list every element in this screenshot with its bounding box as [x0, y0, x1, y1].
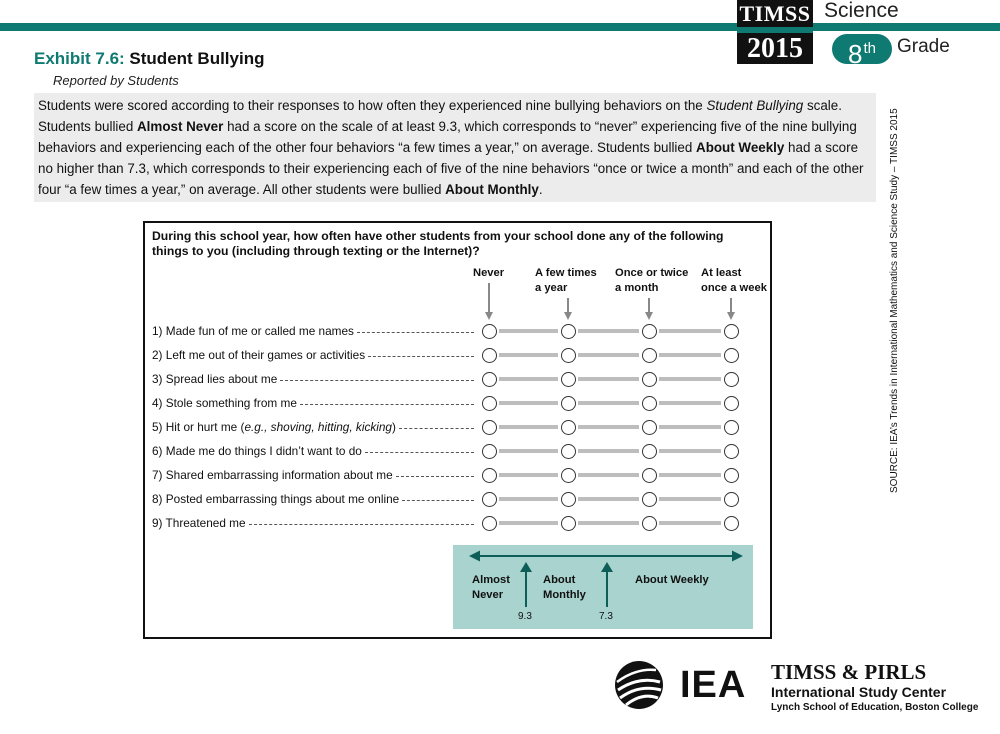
scale-category-about-weekly: About Weekly: [635, 574, 709, 586]
item-label: [152, 372, 277, 386]
option-connector: [659, 473, 721, 477]
text-run: 4) Stole something from me: [152, 396, 297, 410]
dotted-leader: [365, 452, 474, 453]
response-radio[interactable]: [561, 420, 576, 435]
response-radio[interactable]: [724, 420, 739, 435]
down-arrow-icon: [645, 312, 653, 320]
response-radio[interactable]: [724, 372, 739, 387]
text-run: ): [391, 420, 396, 434]
response-radio[interactable]: [642, 348, 657, 363]
scale-arrow-right-head: [732, 551, 743, 562]
response-radio[interactable]: [724, 492, 739, 507]
text-run: .: [538, 182, 543, 197]
scale-category-almost-never: Almost Never: [472, 574, 510, 601]
item-label: [152, 516, 246, 530]
text-run: had a score no higher than 7.3, which corresponds to their experiencing each of five of the nine behaviors “once or twice a month” and each of the other four “a few times a year,” on average. All other students were bullied: [38, 140, 864, 197]
timss-badge-year: 2015: [737, 33, 813, 64]
response-radio[interactable]: [561, 516, 576, 531]
option-arrow-line: [488, 283, 490, 312]
option-connector: [659, 521, 721, 525]
exhibit-subtitle: Reported by Students: [53, 73, 179, 88]
option-connector: [499, 401, 558, 405]
response-radio[interactable]: [482, 324, 497, 339]
dotted-leader: [396, 476, 474, 477]
option-connector: [578, 425, 639, 429]
source-note: SOURCE: IEA’s Trends in International Mathematics and Science Study – TIMSS 2015: [889, 108, 900, 493]
down-arrow-icon: [727, 312, 735, 320]
response-radio[interactable]: [642, 324, 657, 339]
option-connector: [659, 353, 721, 357]
text-run: 7) Shared embarrassing information about me: [152, 468, 393, 482]
response-radio[interactable]: [724, 516, 739, 531]
text-run: 6) Made me do things I didn’t want to do: [152, 444, 362, 458]
text-run: Students were scored according to their responses to how often they experienced nine bullying behaviors on the: [38, 98, 707, 113]
scale-category-about-monthly: About Monthly: [543, 574, 586, 601]
response-radio[interactable]: [482, 420, 497, 435]
response-radio[interactable]: [561, 444, 576, 459]
response-radio[interactable]: [642, 516, 657, 531]
cutpoint-arrow-2-head: [601, 562, 613, 572]
text-run: About Monthly: [445, 182, 539, 197]
item-label: [152, 396, 297, 410]
dotted-leader: [300, 404, 474, 405]
grade-word: Grade: [897, 36, 950, 57]
option-connector: [659, 449, 721, 453]
response-radio[interactable]: [482, 492, 497, 507]
option-connector: [499, 473, 558, 477]
option-connector: [578, 329, 639, 333]
response-option-header: At least once a week: [701, 267, 767, 294]
response-radio[interactable]: [724, 324, 739, 339]
text-run: 9) Threatened me: [152, 516, 246, 530]
option-arrow-line: [730, 298, 732, 312]
exhibit-number: Exhibit 7.6:: [34, 49, 125, 68]
response-radio[interactable]: [561, 372, 576, 387]
text-run: e.g., shoving, hitting, kicking: [244, 420, 392, 434]
response-radio[interactable]: [482, 468, 497, 483]
item-label: [152, 492, 399, 506]
exhibit-name: Student Bullying: [129, 49, 265, 68]
dotted-leader: [357, 332, 474, 333]
response-radio[interactable]: [642, 492, 657, 507]
grade-number: 8: [848, 39, 863, 69]
dotted-leader: [399, 428, 474, 429]
item-label: [152, 420, 396, 434]
option-connector: [659, 377, 721, 381]
text-run: 8) Posted embarrassing things about me online: [152, 492, 400, 506]
response-radio[interactable]: [561, 348, 576, 363]
iea-logo-text: IEA: [680, 664, 747, 706]
option-connector: [499, 353, 558, 357]
item-label: [152, 324, 354, 338]
option-connector: [499, 521, 558, 525]
item-label: [152, 468, 393, 482]
item-label: [152, 348, 365, 362]
option-connector: [578, 377, 639, 381]
response-radio[interactable]: [561, 492, 576, 507]
dotted-leader: [402, 500, 474, 501]
response-radio[interactable]: [724, 444, 739, 459]
option-connector: [499, 329, 558, 333]
dotted-leader: [280, 380, 474, 381]
text-run: 3) Spread lies about me: [152, 372, 278, 386]
option-connector: [578, 353, 639, 357]
center-subtitle: International Study Center: [771, 684, 947, 700]
center-title: TIMSS & PIRLS: [771, 660, 927, 684]
cutpoint-arrow-1-head: [520, 562, 532, 572]
item-label: [152, 444, 362, 458]
option-connector: [499, 497, 558, 501]
text-run: scale. Students bullied: [38, 98, 842, 134]
response-option-header: Never: [473, 267, 505, 279]
description-text: [38, 95, 874, 200]
scale-arrow-left-head: [469, 551, 480, 562]
down-arrow-icon: [564, 312, 572, 320]
iea-globe-icon: [614, 660, 664, 710]
option-connector: [659, 401, 721, 405]
option-connector: [659, 497, 721, 501]
dotted-leader: [249, 524, 474, 525]
down-arrow-icon: [485, 312, 493, 320]
response-radio[interactable]: [724, 396, 739, 411]
cutpoint-label-2: 7.3: [599, 611, 613, 622]
response-radio[interactable]: [482, 516, 497, 531]
text-run: 2) Left me out of their games or activities: [152, 348, 366, 362]
option-arrow-line: [567, 298, 569, 312]
cutpoint-label-1: 9.3: [518, 611, 532, 622]
subject-label: Science: [824, 0, 899, 22]
text-run: 1) Made fun of me or called me names: [152, 324, 354, 338]
response-radio[interactable]: [724, 348, 739, 363]
option-connector: [499, 425, 558, 429]
grade-suffix: th: [863, 40, 876, 57]
response-option-header: Once or twice a month: [615, 267, 689, 294]
dotted-leader: [368, 356, 474, 357]
center-affiliation: Lynch School of Education, Boston College: [771, 702, 979, 713]
text-run: 5) Hit or hurt me (: [152, 420, 245, 434]
option-arrow-line: [648, 298, 650, 312]
question-text: During this school year, how often have other students from your school done any of the following things to you (including through texting or the Internet)?: [152, 229, 724, 258]
response-radio[interactable]: [482, 396, 497, 411]
text-run: had a score on the scale of at least 9.3, which corresponds to “never” experiencing five of the nine bullying behaviors and experiencing each of the other four behaviors “a few times a year,” on average. Students bullied: [38, 119, 857, 155]
timss-badge-label: TIMSS: [737, 0, 813, 27]
response-radio[interactable]: [482, 444, 497, 459]
option-connector: [578, 521, 639, 525]
text-run: Almost Never: [137, 119, 224, 134]
grade-badge: [832, 34, 892, 69]
response-radio[interactable]: [561, 324, 576, 339]
response-option-header: A few times a year: [535, 267, 597, 294]
response-radio[interactable]: [642, 444, 657, 459]
response-radio[interactable]: [561, 468, 576, 483]
option-connector: [578, 473, 639, 477]
response-radio[interactable]: [724, 468, 739, 483]
response-radio[interactable]: [482, 372, 497, 387]
option-connector: [578, 497, 639, 501]
option-connector: [659, 329, 721, 333]
response-radio[interactable]: [642, 468, 657, 483]
text-run: About Weekly: [696, 140, 785, 155]
option-connector: [499, 377, 558, 381]
exhibit-title: [34, 49, 264, 69]
response-radio[interactable]: [642, 420, 657, 435]
option-connector: [499, 449, 558, 453]
response-radio[interactable]: [642, 372, 657, 387]
option-connector: [578, 401, 639, 405]
option-connector: [659, 425, 721, 429]
header-bar: [0, 23, 1000, 31]
text-run: Student Bullying: [706, 98, 804, 113]
response-radio[interactable]: [561, 396, 576, 411]
response-radio[interactable]: [642, 396, 657, 411]
source-note-container: [879, 93, 899, 493]
response-radio[interactable]: [482, 348, 497, 363]
option-connector: [578, 449, 639, 453]
